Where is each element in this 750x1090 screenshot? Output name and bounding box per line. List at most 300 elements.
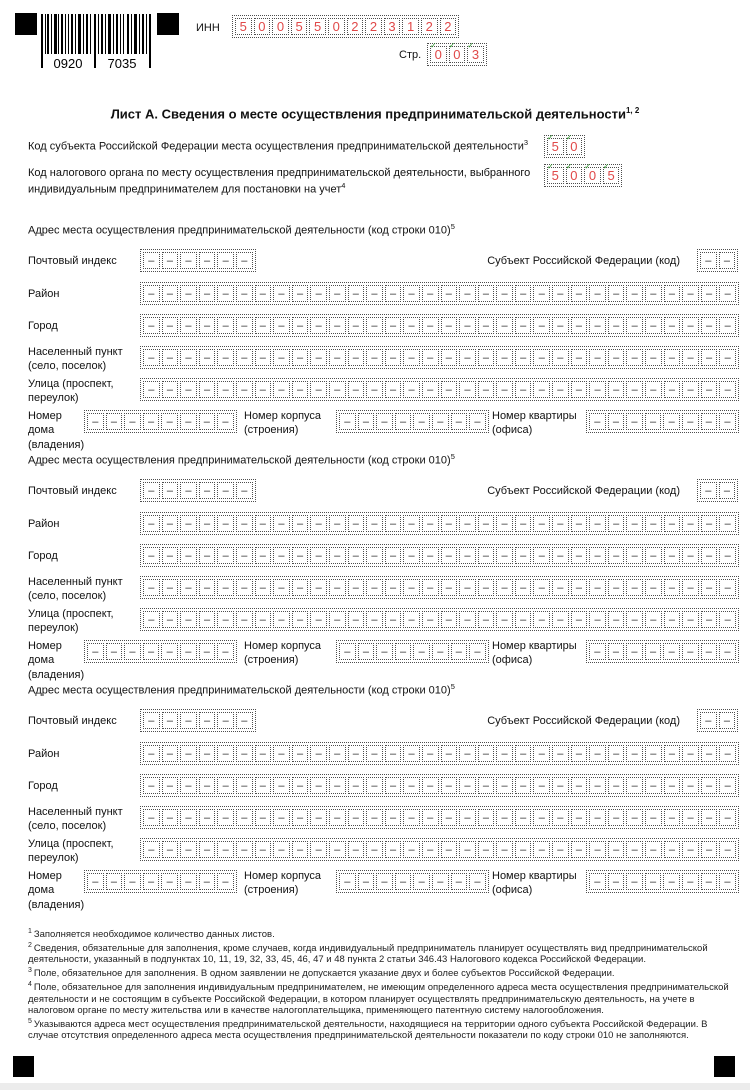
empty-cell: – [403,809,420,826]
empty-cell: – [478,349,495,366]
empty-cell: – [645,579,662,596]
empty-cell: – [701,317,718,334]
check-icon: ✓ [547,133,554,142]
empty-cell: – [366,809,383,826]
empty-cell: – [329,579,346,596]
empty-cell: – [441,515,458,532]
empty-cell: – [339,643,356,660]
registration-mark-top-left [15,13,37,35]
empty-cell: – [589,777,606,794]
empty-cell: – [217,515,234,532]
empty-cell: – [180,712,197,729]
street-label: Улица (проспект, переулок) [28,608,114,635]
empty-cell: – [124,413,141,430]
empty-cell: – [255,745,272,762]
empty-cell: – [329,777,346,794]
empty-cell: – [441,745,458,762]
settlement-label: Населенный пункт (село, поселок) [28,576,123,603]
empty-cell: – [515,841,532,858]
subject-rf-code-cells [697,249,738,272]
value-cell: 5 ✓ [603,167,620,184]
empty-cell: – [589,547,606,564]
empty-cell: – [217,547,234,564]
settlement-cells [140,346,739,369]
apartment-number-cells [586,870,739,893]
empty-cell: – [236,712,253,729]
empty-cell: – [162,285,179,302]
empty-cell: – [608,285,625,302]
empty-cell: – [385,745,402,762]
empty-cell: – [701,643,718,660]
empty-cell: – [571,381,588,398]
empty-cell: – [143,285,160,302]
empty-cell: – [533,777,550,794]
empty-cell: – [432,643,449,660]
apartment-number-label: Номер квартиры (офиса) [492,640,577,667]
settlement-cells [140,806,739,829]
empty-cell: – [162,841,179,858]
empty-cell: – [496,285,513,302]
empty-cell: – [180,515,197,532]
empty-cell: – [255,611,272,628]
value-cell: 2 [347,18,364,35]
empty-cell: – [459,349,476,366]
empty-cell: – [180,611,197,628]
empty-cell: – [626,777,643,794]
empty-cell: – [143,381,160,398]
empty-cell: – [496,349,513,366]
check-icon: ✓ [467,41,474,50]
empty-cell: – [273,349,290,366]
subject-rf-code-label: Субъект Российской Федерации (код) [487,485,680,497]
empty-cell: – [403,745,420,762]
apartment-number-label: Номер квартиры (офиса) [492,870,577,897]
empty-cell: – [533,611,550,628]
empty-cell: – [273,777,290,794]
empty-cell: – [162,515,179,532]
subject-rf-code-cells [697,479,738,502]
building-number-cells [336,640,489,663]
empty-cell: – [180,349,197,366]
empty-cell: – [701,809,718,826]
building-number-label: Номер корпуса (строения) [244,640,322,667]
empty-cell: – [496,841,513,858]
empty-cell: – [273,515,290,532]
house-number-label: Номер дома (владения) [28,870,85,911]
empty-cell: – [376,643,393,660]
empty-cell: – [143,777,160,794]
empty-cell: – [329,809,346,826]
postal-index-cells [140,709,256,732]
empty-cell: – [329,285,346,302]
empty-cell: – [180,482,197,499]
empty-cell: – [366,745,383,762]
empty-cell: – [664,579,681,596]
empty-cell: – [469,873,486,890]
empty-cell: – [589,349,606,366]
apartment-number-cells [586,640,739,663]
value-cell: 2 [365,18,382,35]
empty-cell: – [348,611,365,628]
empty-cell: – [310,579,327,596]
empty-cell: – [682,285,699,302]
empty-cell: – [358,873,375,890]
empty-cell: – [310,809,327,826]
empty-cell: – [255,579,272,596]
empty-cell: – [143,643,160,660]
subject-code-label: Код субъекта Российской Федерации места осуществления предпринимательской деятельности$^3$ [28,138,529,153]
empty-cell: – [496,777,513,794]
empty-cell: – [552,547,569,564]
empty-cell: – [358,643,375,660]
value-cell: 2 [440,18,457,35]
empty-cell: – [682,809,699,826]
empty-cell: – [292,809,309,826]
empty-cell: – [403,317,420,334]
empty-cell: – [329,547,346,564]
empty-cell: – [478,547,495,564]
empty-cell: – [385,777,402,794]
empty-cell: – [719,285,736,302]
empty-cell: – [571,809,588,826]
empty-cell: – [310,777,327,794]
empty-cell: – [403,349,420,366]
empty-cell: – [161,643,178,660]
empty-cell: – [533,579,550,596]
footnote-3: $^3$ Поле, обязательное для заполнения. В одном заявлении не допускается указание двух и более субъектов Российской Федерации. [28,967,615,980]
empty-cell: – [292,777,309,794]
apartment-number-label: Номер квартиры (офиса) [492,410,577,437]
house-number-label: Номер дома (владения) [28,640,85,681]
empty-cell: – [626,515,643,532]
house-number-label: Номер дома (владения) [28,410,85,451]
empty-cell: – [589,515,606,532]
address-block-header: Адрес места осуществления предпринимательской деятельности (код строки 010)$^5$ [28,222,455,237]
empty-cell: – [385,611,402,628]
empty-cell: – [664,317,681,334]
empty-cell: – [441,381,458,398]
empty-cell: – [626,611,643,628]
empty-cell: – [348,579,365,596]
empty-cell: – [199,777,216,794]
empty-cell: – [273,841,290,858]
empty-cell: – [478,611,495,628]
empty-cell: – [626,643,643,660]
empty-cell: – [626,317,643,334]
empty-cell: – [180,745,197,762]
empty-cell: – [348,349,365,366]
empty-cell: – [719,317,736,334]
empty-cell: – [515,809,532,826]
empty-cell: – [645,841,662,858]
empty-cell: – [608,317,625,334]
empty-cell: – [432,873,449,890]
empty-cell: – [626,841,643,858]
empty-cell: – [180,873,197,890]
empty-cell: – [180,579,197,596]
empty-cell: – [217,317,234,334]
empty-cell: – [162,317,179,334]
empty-cell: – [441,611,458,628]
empty-cell: – [162,712,179,729]
empty-cell: – [199,873,216,890]
empty-cell: – [608,547,625,564]
empty-cell: – [217,712,234,729]
address-block-header: Адрес места осуществления предпринимательской деятельности (код строки 010)$^5$ [28,452,455,467]
empty-cell: – [663,413,680,430]
empty-cell: – [608,515,625,532]
value-cell: 5 ✓ [547,167,564,184]
building-number-label: Номер корпуса (строения) [244,410,322,437]
empty-cell: – [608,413,625,430]
empty-cell: – [663,873,680,890]
empty-cell: – [199,643,216,660]
empty-cell: – [348,777,365,794]
empty-cell: – [571,285,588,302]
empty-cell: – [552,579,569,596]
empty-cell: – [552,285,569,302]
empty-cell: – [422,515,439,532]
inn-value-cells [232,15,459,38]
empty-cell: – [273,809,290,826]
empty-cell: – [552,809,569,826]
check-icon: ✓ [430,41,437,50]
empty-cell: – [180,841,197,858]
empty-cell: – [348,809,365,826]
postal-index-label: Почтовый индекс [28,255,117,267]
empty-cell: – [329,745,346,762]
empty-cell: – [626,285,643,302]
empty-cell: – [292,317,309,334]
address-block-1 [0,222,750,452]
empty-cell: – [663,643,680,660]
empty-cell: – [366,317,383,334]
empty-cell: – [719,413,736,430]
empty-cell: – [682,777,699,794]
empty-cell: – [496,745,513,762]
empty-cell: – [236,579,253,596]
footnote-5: $^5$ Указываются адреса мест осуществления предпринимательской деятельности, находящиеся на территории одного субъекта Российской Федерации. В случае отсутствия определенного адреса места осуществления предпринимательской деятельности показатели по коду строки 010 не заполняются. [28,1017,708,1042]
empty-cell: – [589,413,606,430]
empty-cell: – [199,547,216,564]
empty-cell: – [515,515,532,532]
empty-cell: – [329,317,346,334]
empty-cell: – [589,643,606,660]
empty-cell: – [310,745,327,762]
empty-cell: – [255,841,272,858]
empty-cell: – [199,841,216,858]
empty-cell: – [515,349,532,366]
empty-cell: – [682,643,699,660]
check-icon: ✓ [565,162,573,171]
empty-cell: – [645,809,662,826]
empty-cell: – [385,841,402,858]
empty-cell: – [217,252,234,269]
empty-cell: – [701,285,718,302]
empty-cell: – [664,547,681,564]
empty-cell: – [700,712,717,729]
empty-cell: – [701,547,718,564]
empty-cell: – [376,413,393,430]
empty-cell: – [626,809,643,826]
empty-cell: – [441,349,458,366]
empty-cell: – [533,381,550,398]
empty-cell: – [552,381,569,398]
empty-cell: – [626,381,643,398]
empty-cell: – [478,285,495,302]
empty-cell: – [719,252,736,269]
city-label: Город [28,320,58,332]
empty-cell: – [533,841,550,858]
empty-cell: – [459,809,476,826]
empty-cell: – [217,873,234,890]
empty-cell: – [255,515,272,532]
empty-cell: – [626,547,643,564]
empty-cell: – [403,777,420,794]
empty-cell: – [292,515,309,532]
empty-cell: – [292,349,309,366]
value-cell: 5 [291,18,308,35]
value-cell: 3 ✓ [467,46,484,63]
address-block-header: Адрес места осуществления предпринимательской деятельности (код строки 010)$^5$ [28,682,455,697]
subject-rf-code-cells [697,709,738,732]
house-number-cells [84,640,237,663]
empty-cell: – [478,809,495,826]
empty-cell: – [664,841,681,858]
empty-cell: – [533,745,550,762]
district-cells [140,742,739,765]
empty-cell: – [310,317,327,334]
empty-cell: – [719,777,736,794]
empty-cell: – [478,381,495,398]
empty-cell: – [236,809,253,826]
empty-cell: – [533,809,550,826]
empty-cell: – [422,547,439,564]
empty-cell: – [682,515,699,532]
empty-cell: – [533,515,550,532]
empty-cell: – [403,611,420,628]
empty-cell: – [217,579,234,596]
street-label: Улица (проспект, переулок) [28,378,114,405]
empty-cell: – [329,515,346,532]
empty-cell: – [589,285,606,302]
empty-cell: – [533,547,550,564]
empty-cell: – [366,515,383,532]
empty-cell: – [645,413,662,430]
empty-cell: – [217,745,234,762]
empty-cell: – [682,349,699,366]
empty-cell: – [348,381,365,398]
empty-cell: – [348,745,365,762]
empty-cell: – [469,643,486,660]
empty-cell: – [199,712,216,729]
empty-cell: – [571,515,588,532]
empty-cell: – [645,547,662,564]
empty-cell: – [106,413,123,430]
empty-cell: – [469,413,486,430]
empty-cell: – [236,515,253,532]
empty-cell: – [124,873,141,890]
empty-cell: – [719,643,736,660]
empty-cell: – [143,873,160,890]
registration-mark-top-right [157,13,179,35]
empty-cell: – [626,349,643,366]
check-icon: ✓ [584,162,591,171]
empty-cell: – [403,515,420,532]
empty-cell: – [719,611,736,628]
empty-cell: – [348,547,365,564]
empty-cell: – [432,413,449,430]
empty-cell: – [162,381,179,398]
empty-cell: – [645,349,662,366]
empty-cell: – [329,841,346,858]
empty-cell: – [236,745,253,762]
value-cell: 1 [402,18,419,35]
city-label: Город [28,780,58,792]
empty-cell: – [366,777,383,794]
empty-cell: – [310,285,327,302]
empty-cell: – [496,547,513,564]
empty-cell: – [161,413,178,430]
empty-cell: – [403,285,420,302]
empty-cell: – [143,745,160,762]
empty-cell: – [571,611,588,628]
inn-label: ИНН [196,22,220,34]
house-number-cells [84,410,237,433]
barcode [40,14,154,72]
empty-cell: – [589,317,606,334]
empty-cell: – [422,381,439,398]
empty-cell: – [348,841,365,858]
empty-cell: – [199,611,216,628]
empty-cell: – [161,873,178,890]
check-icon: ✓ [602,162,610,171]
empty-cell: – [608,873,625,890]
empty-cell: – [180,777,197,794]
empty-cell: – [292,841,309,858]
empty-cell: – [422,317,439,334]
empty-cell: – [217,349,234,366]
empty-cell: – [682,547,699,564]
empty-cell: – [143,515,160,532]
empty-cell: – [143,712,160,729]
empty-cell: – [478,317,495,334]
empty-cell: – [441,547,458,564]
empty-cell: – [162,809,179,826]
settlement-label: Населенный пункт (село, поселок) [28,346,123,373]
empty-cell: – [292,579,309,596]
empty-cell: – [236,482,253,499]
empty-cell: – [366,611,383,628]
empty-cell: – [199,579,216,596]
empty-cell: – [199,349,216,366]
house-number-cells [84,870,237,893]
empty-cell: – [180,413,197,430]
empty-cell: – [422,809,439,826]
empty-cell: – [143,413,160,430]
empty-cell: – [403,579,420,596]
empty-cell: – [719,745,736,762]
subject-rf-code-label: Субъект Российской Федерации (код) [487,715,680,727]
empty-cell: – [571,547,588,564]
empty-cell: – [180,381,197,398]
empty-cell: – [217,809,234,826]
empty-cell: – [459,841,476,858]
empty-cell: – [236,349,253,366]
empty-cell: – [329,611,346,628]
empty-cell: – [515,547,532,564]
empty-cell: – [310,515,327,532]
